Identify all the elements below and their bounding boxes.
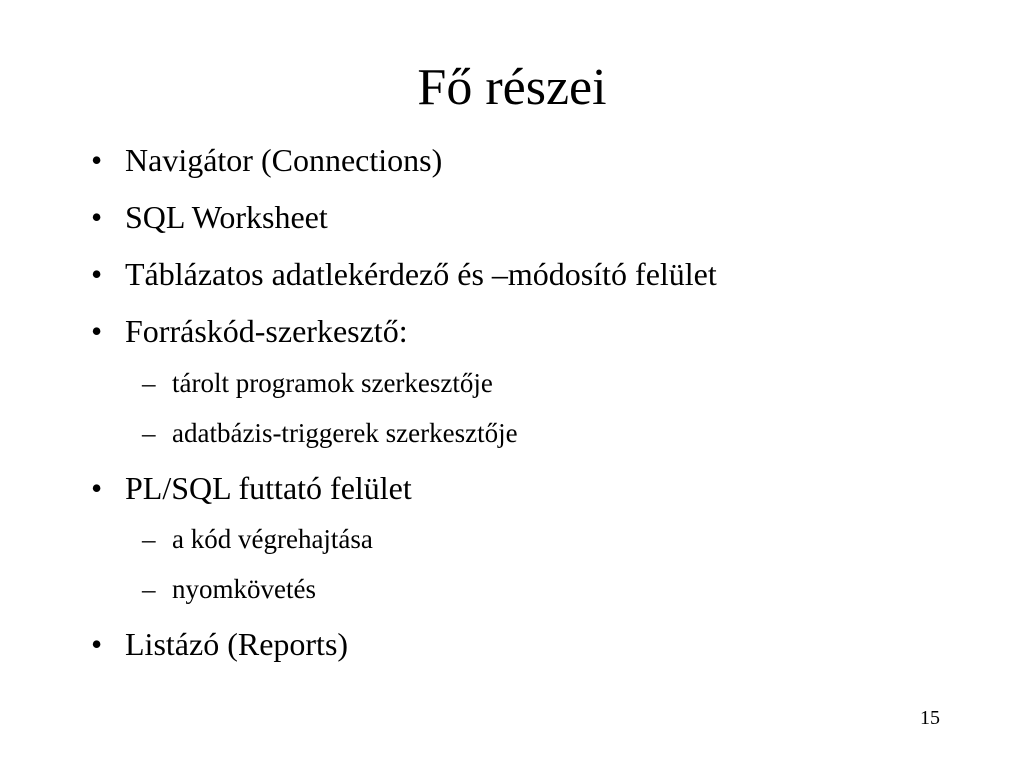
dash-marker: – <box>142 368 156 398</box>
sub-list-item-label: a kód végrehajtása <box>172 524 373 554</box>
list-item-reports <box>91 624 349 664</box>
slide-title: Fő részei <box>417 59 607 116</box>
dash-marker: – <box>142 524 156 554</box>
list-item-sql-worksheet <box>91 197 328 237</box>
list-item-navigator <box>91 140 443 180</box>
list-item-label: Navigátor (Connections) <box>125 142 443 178</box>
bullet-marker: • <box>91 199 103 235</box>
list-item-label: PL/SQL futtató felület <box>125 470 412 506</box>
bullet-marker: • <box>91 626 103 662</box>
sub-list-item-label: nyomkövetés <box>172 574 316 604</box>
bullet-marker: • <box>91 142 103 178</box>
bullet-marker: • <box>91 470 103 506</box>
bullet-marker: • <box>91 256 103 292</box>
sub-list-item-execution <box>142 522 373 556</box>
sub-list-item-triggers <box>142 416 518 450</box>
bullet-marker: • <box>91 313 103 349</box>
list-item-label: Táblázatos adatlekérdező és –módosító felület <box>125 256 717 292</box>
list-item-source-editor <box>91 311 408 351</box>
dash-marker: – <box>142 418 156 448</box>
sub-list-item-tracing <box>142 572 316 606</box>
list-item-plsql-runner <box>91 468 412 508</box>
list-item-label: Listázó (Reports) <box>125 626 349 662</box>
dash-marker: – <box>142 574 156 604</box>
sub-list-item-label: tárolt programok szerkesztője <box>172 368 493 398</box>
list-item-label: Forráskód-szerkesztő: <box>125 313 408 349</box>
list-item-table-editor <box>91 254 717 294</box>
list-item-label: SQL Worksheet <box>125 199 328 235</box>
page-number: 15 <box>920 707 940 729</box>
sub-list-item-stored-programs <box>142 366 493 400</box>
sub-list-item-label: adatbázis-triggerek szerkesztője <box>172 418 518 448</box>
